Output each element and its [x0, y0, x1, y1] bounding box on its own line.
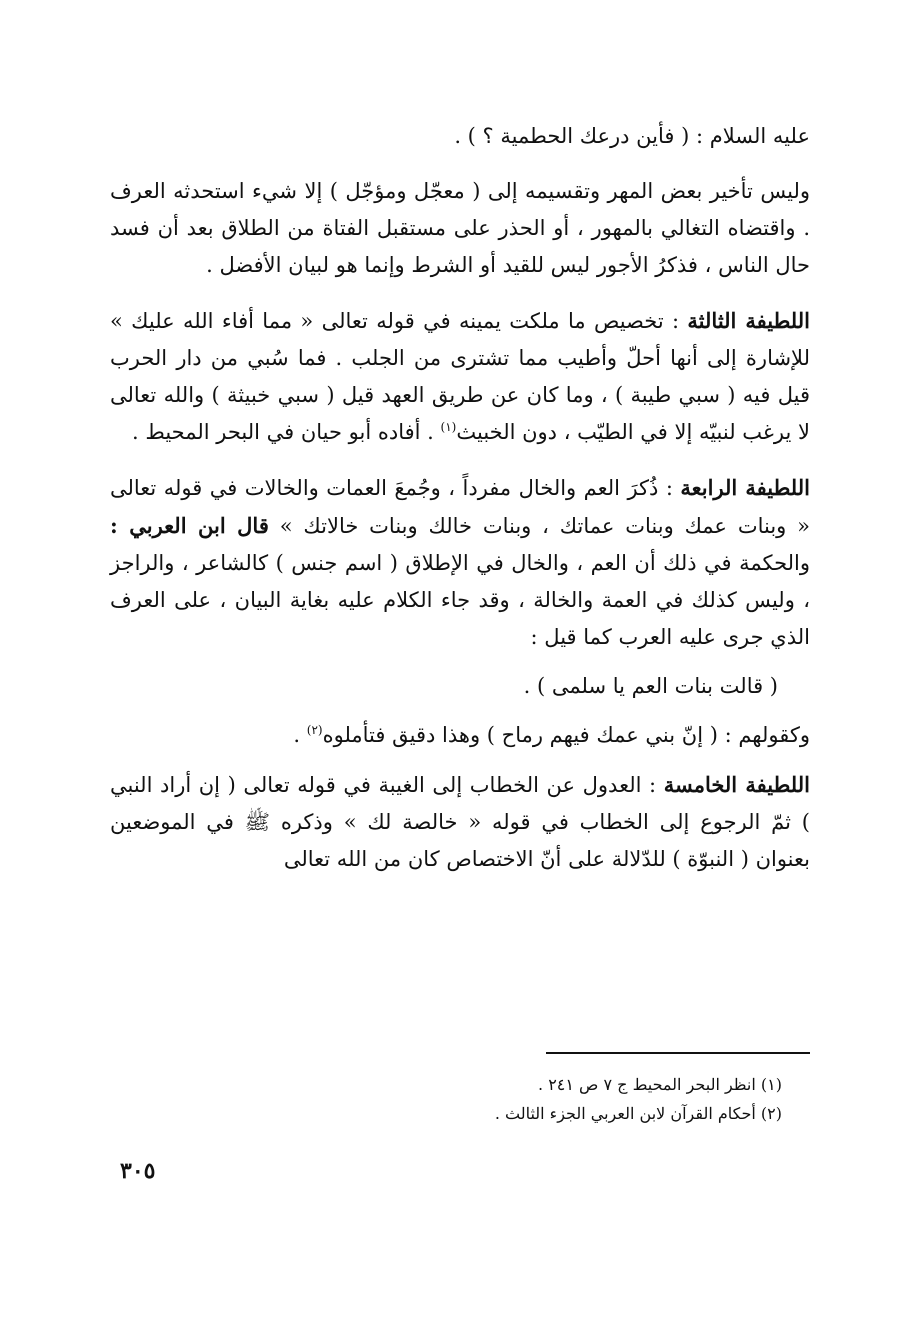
paragraph-5: [110, 717, 810, 754]
verse-line: ( قالت بنات العم يا سلمى ) .: [523, 674, 778, 698]
paragraph-6-text: : العدول عن الخطاب إلى الغيبة في قوله تعالى ( إن أراد النبي ) ثمّ الرجوع إلى الخطاب في قوله « خالصة لك » وذكره ﷺ في الموضعين بعنوان ( النبوّة ) للدّلالة على أنّ الاختصاص كان من الله تعالى: [110, 773, 810, 871]
section-heading-fifth: اللطيفة الخامسة: [663, 772, 810, 797]
page-number: ٣٠٥: [120, 1158, 156, 1184]
footnotes: [250, 1070, 782, 1128]
paragraph-2: وليس تأخير بعض المهر وتقسيمه إلى ( معجّل ومؤجّل ) إلا شيء استحدثه العرف . واقتضاه التغالي بالمهور ، أو الحذر على مستقبل الفتاة من الطلاق بعد أن فسد حال الناس ، فذكرُ الأجور ليس للقيد أو الشرط وإنما هو لبيان الأفضل .: [110, 179, 810, 277]
footnote-ref-2: (٢): [306, 723, 323, 737]
paragraph-1: عليه السلام : ( فأين درعك الحطمية ؟ ) .: [454, 124, 810, 148]
section-heading-fourth: اللطيفة الرابعة: [680, 475, 810, 500]
footnote-2: (٢) أحكام القرآن لابن العربي الجزء الثالث .: [494, 1104, 782, 1123]
paragraph-5-tail: .: [293, 723, 307, 747]
paragraph-6: [110, 766, 810, 878]
paragraph-4-text: : ذُكرَ العم والخال مفرداً ، وجُمعَ العمات والخالات في قوله تعالى « وبنات عمك وبنات عماتك ، وبنات خالك وبنات خالاتك »: [110, 476, 811, 538]
footnote-divider: [546, 1052, 810, 1054]
paragraph-3-tail: . أفاده أبو حيان في البحر المحيط .: [132, 420, 441, 444]
paragraph-5-text: وكقولهم : ( إنّ بني عمك فيهم رماح ) وهذا دقيق فتأملوه: [322, 723, 810, 747]
footnote-ref-1: (١): [440, 420, 457, 434]
paragraph-4: [110, 469, 810, 656]
page-body: [110, 118, 810, 896]
paragraph-4-subtext: والحكمة في ذلك أن العم ، والخال في الإطلاق ( اسم جنس ) كالشاعر ، والراجز ، وليس كذلك في العمة والخالة ، وقد جاء الكلام عليه بغاية البيان ، على العرف الذي جرى عليه العرب كما قيل :: [110, 551, 810, 649]
paragraph-3-text: : تخصيص ما ملكت يمينه في قوله تعالى « مما أفاء الله عليك » للإشارة إلى أنها أحلّ وأطيب مما تشترى من الجلب . فما سُبي من دار الحرب قيل فيه ( سبي طيبة ) ، وما كان عن طريق العهد قيل ( سبي خبيثة ) والله تعالى لا يرغب لنبيّه إلا في الطيّب ، دون الخبيث: [110, 309, 810, 444]
section-heading-third: اللطيفة الثالثة: [687, 308, 810, 333]
footnote-1: (١) انظر البحر المحيط ج ٧ ص ٢٤١ .: [538, 1075, 782, 1094]
quote-source-heading: قال ابن العربي :: [110, 513, 269, 538]
paragraph-3: [110, 302, 810, 451]
